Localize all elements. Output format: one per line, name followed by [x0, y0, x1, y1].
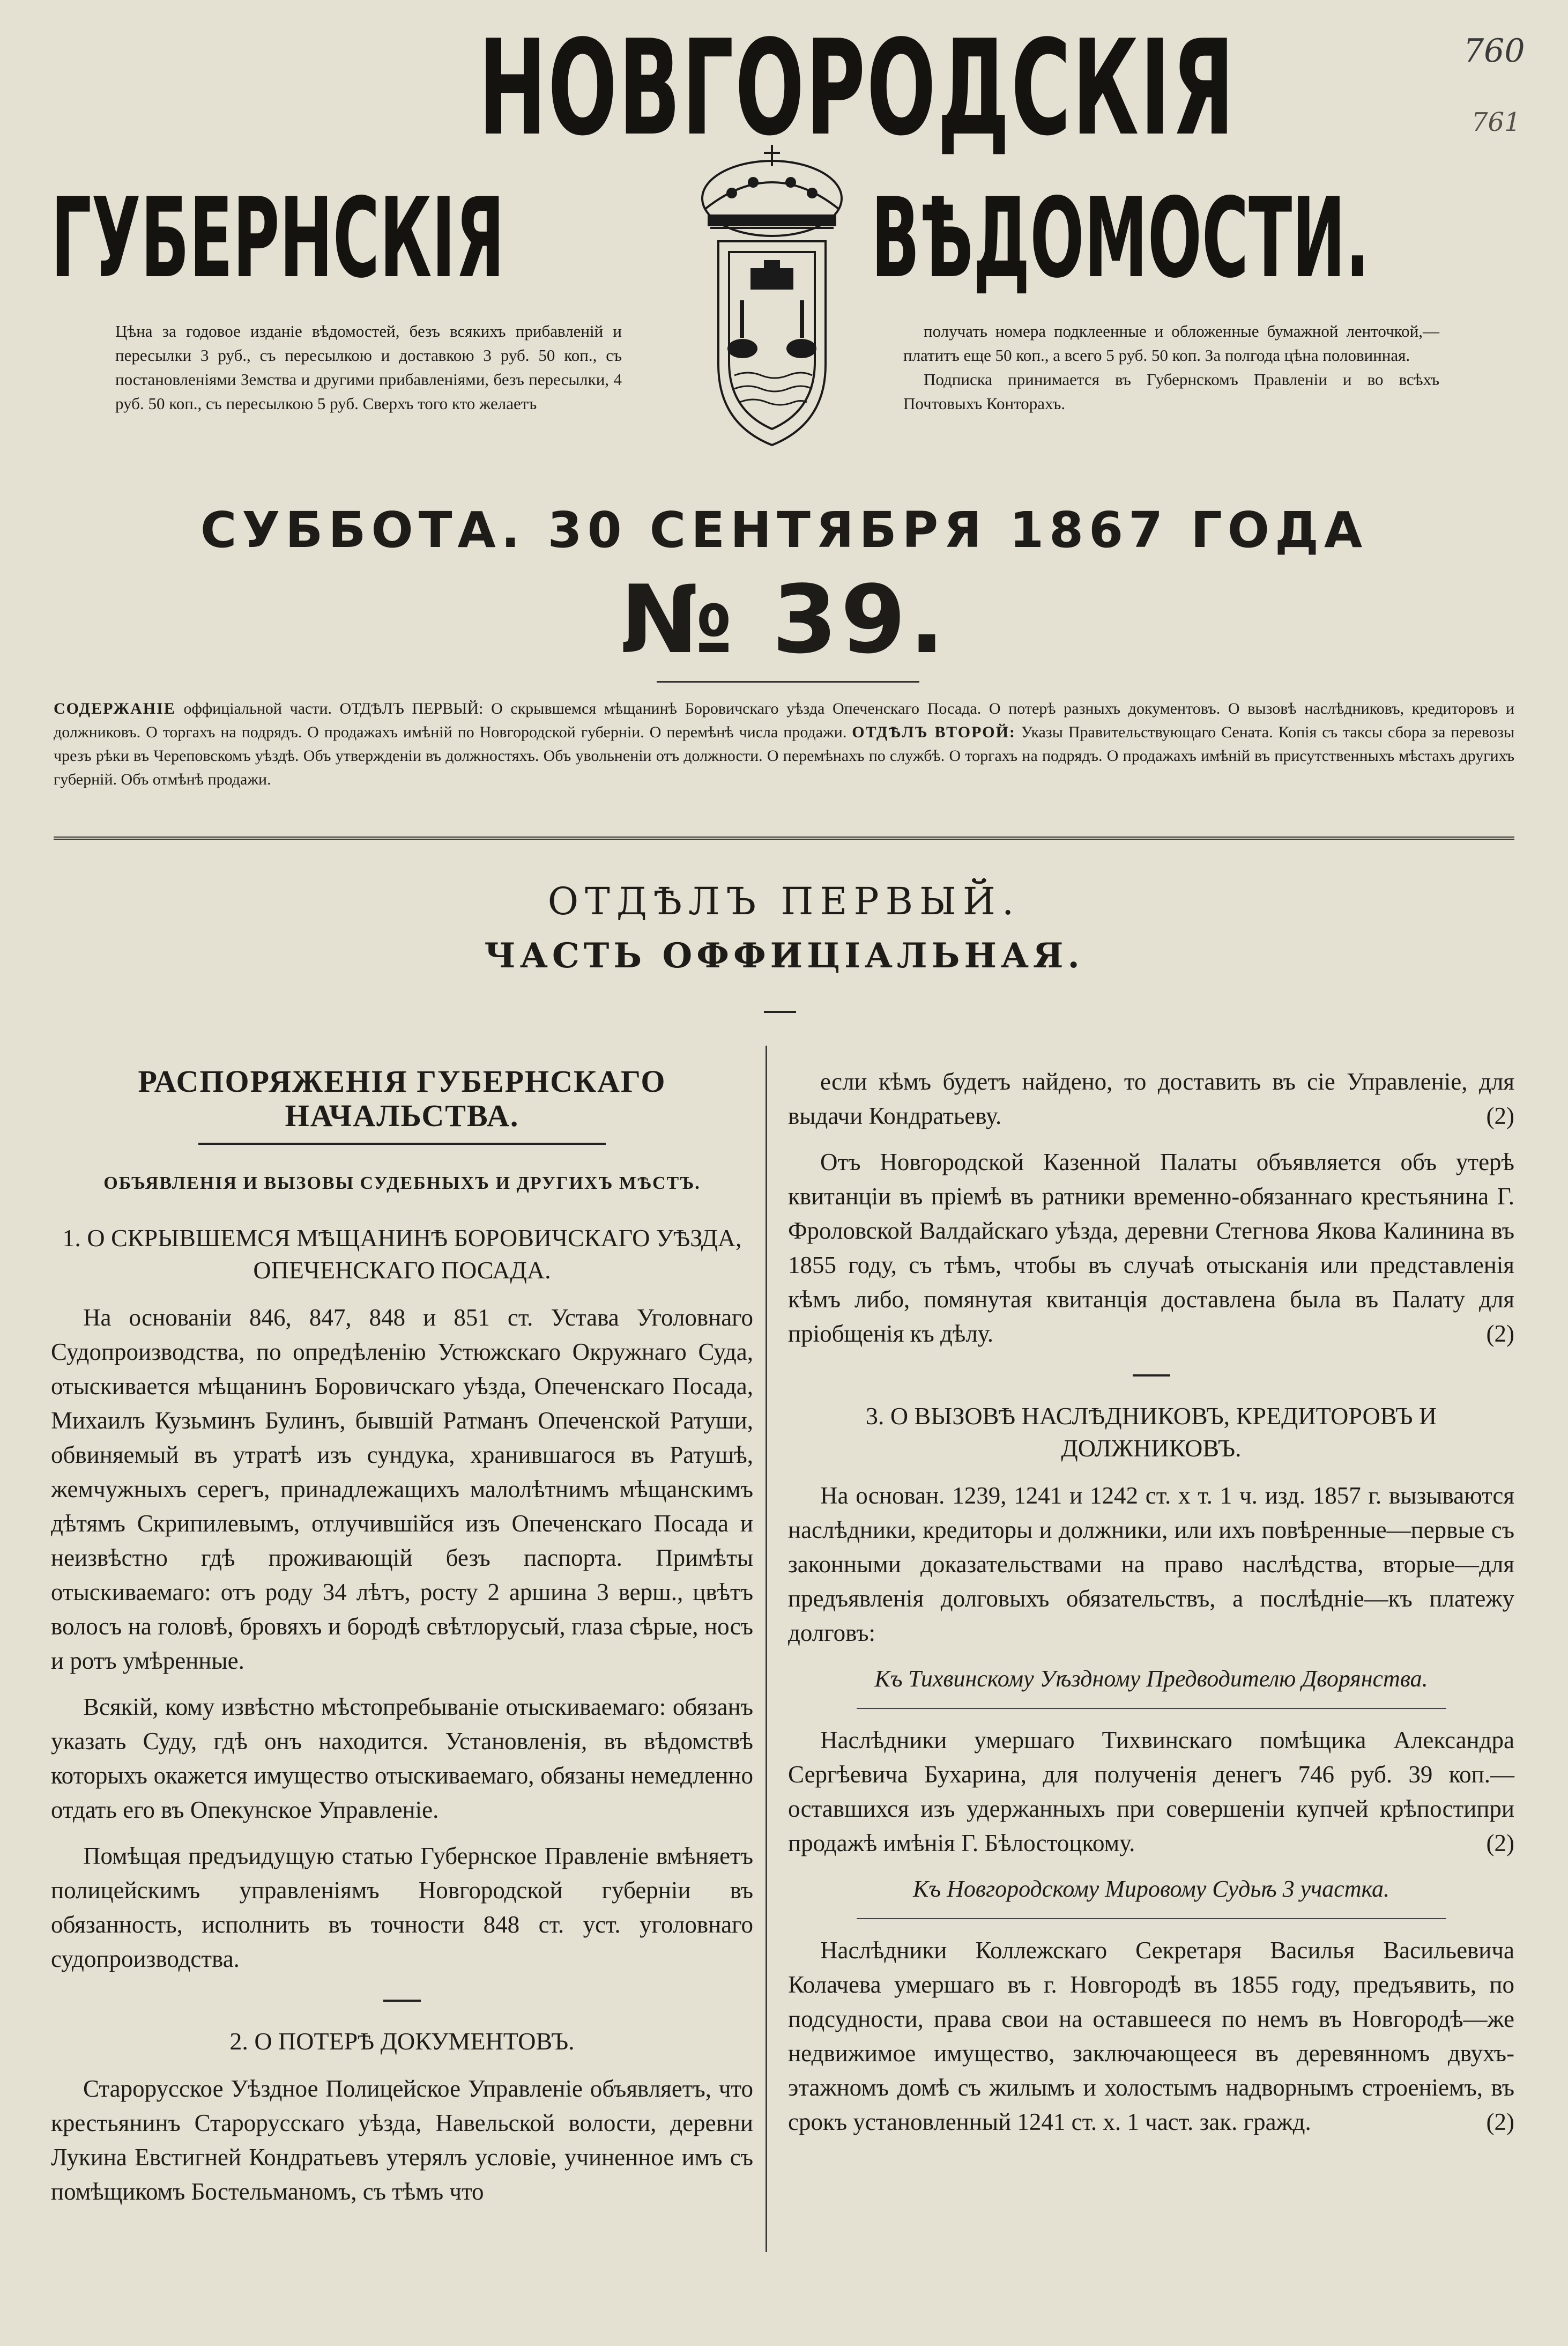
column-subheader: ОБЪЯВЛЕНІЯ И ВЫЗОВЫ СУДЕБНЫХЪ И ДРУГИХЪ МѢСТЪ.	[103, 1173, 701, 1193]
column-header: РАСПОРЯЖЕНІЯ ГУБЕРНСКАГО НАЧАЛЬСТВА.	[138, 1064, 666, 1133]
article-paragraph: Старорусское Уѣздное Полицейское Управленіе объявляетъ, что крестьянинъ Старорусскаго уѣзда, Навельской волости, деревни Лукина Евстигней Кондратьевъ утерялъ условіе, учиненное имъ съ помѣщикомъ Бостельманомъ, съ тѣмъ что	[51, 2075, 753, 2205]
masthead-right-word: ВѢДОМОСТИ.	[871, 175, 1370, 302]
handwritten-page-number: 760	[1463, 32, 1525, 70]
masthead-left-word: ГУБЕРНСКІЯ	[51, 175, 505, 302]
table-of-contents	[54, 697, 1514, 791]
divider	[54, 837, 1514, 840]
repeat-mark: (2)	[1486, 1102, 1514, 1129]
contents-label: СОДЕРЖАНІЕ	[54, 700, 176, 717]
divider	[657, 681, 919, 683]
column-divider	[766, 1046, 767, 2252]
article-title: 1. О СКРЫВШЕМСЯ МѢЩАНИНѢ БОРОВИЧСКАГО УѢЗДА, ОПЕЧЕНСКАГО ПОСАДА.	[62, 1224, 742, 1284]
issue-number: № 39.	[620, 566, 948, 675]
addressee-heading: Къ Новгородскому Мировому Судьѣ 3 участка.	[913, 1876, 1389, 1902]
masthead-title: НОВГОРОДСКІЯ	[478, 12, 1236, 165]
article-paragraph: Помѣщая предъидущую статью Губернское Правленіе вмѣняетъ полицейскимъ управленіямъ Новгородской губерніи въ обязанность, исполнить въ точности 848 ст. уст. уголовнаго судопроизводства.	[51, 1842, 753, 1972]
paragraph-text: Отъ Новгородской Казенной Палаты объявляется объ утерѣ квитанціи въ пріемѣ въ ратники временно-обязаннаго крестьянина Г. Фроловской Валдайскаго уѣзда, деревни Стегнова Якова Калинина въ 1855 году, съ тѣмъ, чтобы въ случаѣ отысканія или представленія кѣмъ либо, помянутая квитанція доставлена была въ Палату для пріобщенія къ дѣлу.	[788, 1149, 1514, 1347]
right-column	[788, 1064, 1514, 2151]
issue-date: СУББОТА. 30 СЕНТЯБРЯ 1867 ГОДА	[200, 501, 1368, 559]
contents-part-two-label: ОТДѢЛЪ ВТОРОЙ:	[852, 723, 1016, 741]
paragraph-text: Наслѣдники умершаго Тихвинскаго помѣщика Александра Сергѣевича Бухарина, для полученія денегъ 746 руб. 39 коп.—оставшихся изъ удержанныхъ при совершеніи купчей крѣпостипри продажѣ имѣнія Г. Бѣлостоцкому.	[788, 1727, 1514, 1856]
subscription-terms-left: Цѣна за годовое изданіе вѣдомостей, безъ всякихъ прибавленій и пересылки 3 руб., съ пересылкою и доставкою 3 руб. 50 коп., съ постановленіями Земства и другими прибавленіями, безъ пересылки, 4 руб. 50 коп., съ пересылкою 5 руб. Сверхъ того кто желаетъ	[115, 322, 622, 413]
contents-part-two: Указы Правительствующаго Сената. Копія съ таксы сбора за перевозы чрезъ рѣки въ Череповскомъ уѣздѣ. Объ утвержденіи въ должностяхъ. Объ увольненіи отъ должности. О перемѣнахъ по службѣ. О торгахъ на подрядъ. О продажахъ имѣній въ присутственныхъ мѣстахъ другихъ губерній. Объ отмѣнѣ продажи.	[54, 723, 1514, 788]
subscription-terms-right	[903, 319, 1439, 416]
coat-of-arms-icon	[667, 134, 876, 456]
article-paragraph	[788, 1933, 1514, 2139]
subscription-where-note: Подписка принимается въ Губернскомъ Правленіи и во всѣхъ Почтовыхъ Конторахъ.	[903, 370, 1439, 413]
repeat-mark: (2)	[1486, 1320, 1514, 1347]
section-subtitle: ЧАСТЬ ОФФИЦІАЛЬНАЯ.	[484, 936, 1084, 976]
paragraph-text: Наслѣдники Коллежскаго Секретаря Василья Васильевича Колачева умершаго въ г. Новгородѣ въ 1855 году, предъявить, по подсудности, права свои на оставшееся по немъ въ Новгородѣ—же недвижимое имущество, заключающееся въ деревянномъ двухъ-этажномъ домѣ съ жилымъ и холостымъ надворнымъ строеніемъ, въ срокъ установленный 1241 ст. х. 1 част. зак. гражд.	[788, 1937, 1514, 2135]
divider	[857, 1708, 1446, 1709]
printed-page-number: 761	[1472, 107, 1521, 137]
section-title: ОТДѢЛЪ ПЕРВЫЙ.	[547, 879, 1021, 923]
addressee-heading: Къ Тихвинскому Уѣздному Предводителю Дворянства.	[874, 1666, 1428, 1692]
article-paragraph: На основан. 1239, 1241 и 1242 ст. х т. 1 ч. изд. 1857 г. вызываются наслѣдники, кредиторы и должники, или ихъ повѣренные—первые съ законными доказательствами на право наслѣдства, вторые—для предъявленія долговыхъ обязательствъ, а послѣдніе—къ платежу долговъ:	[788, 1482, 1514, 1646]
repeat-mark: (2)	[1486, 2108, 1514, 2135]
divider	[198, 1143, 606, 1145]
divider	[764, 1011, 796, 1013]
article-paragraph: Всякій, кому извѣстно мѣстопребываніе отыскиваемаго: обязанъ указать Суду, гдѣ онъ находится. Установленія, въ вѣдомствѣ которыхъ окажется имущество отыскиваемаго, обязаны немедленно отдать его въ Опекунское Управленіе.	[51, 1693, 753, 1823]
divider	[857, 1918, 1446, 1919]
divider	[1133, 1374, 1170, 1376]
divider	[383, 2000, 421, 2002]
article-title: 2. О ПОТЕРѢ ДОКУМЕНТОВЪ.	[229, 2027, 575, 2055]
paragraph-text: если кѣмъ будетъ найдено, то доставить въ сіе Управленіе, для выдачи Кондратьеву.	[788, 1068, 1514, 1129]
article-paragraph	[788, 1145, 1514, 1351]
subscription-price-note: получать номера подклеенные и обложенные бумажной ленточкой,—платитъ еще 50 коп., а всего 5 руб. 50 коп. За полгода цѣна половинная.	[903, 322, 1439, 365]
repeat-mark: (2)	[1486, 1830, 1514, 1856]
article-paragraph	[788, 1723, 1514, 1860]
left-column	[51, 1064, 753, 2221]
article-paragraph	[788, 1064, 1514, 1133]
article-paragraph: На основаніи 846, 847, 848 и 851 ст. Устава Уголовнаго Судопроизводства, по опредѣленію Устюжскаго Окружнаго Суда, отыскивается мѣщанинъ Боровичскаго уѣзда, Опеченскаго Посада, Михаилъ Кузьминъ Булинъ, бывшій Ратманъ Опеченской Ратуши, обвиняемый въ утратѣ изъ сундука, хранившагося въ Ратушѣ, жемчужныхъ серегъ, принадлежащихъ малолѣтнимъ мѣщанскимъ дѣтямъ Скрипилевымъ, отлучившійся изъ Опеченскаго Посада и неизвѣстно гдѣ проживающій безъ паспорта. Примѣты отыскиваемаго: отъ роду 34 лѣтъ, росту 2 аршина 3 верш., цвѣтъ волосъ на головѣ, бровяхъ и бородѣ свѣтлорусый, глаза сѣрые, носъ и ротъ умѣренные.	[51, 1304, 753, 1674]
contents-part-one: оффиціальной части. ОТДѢЛЪ ПЕРВЫЙ: О скрывшемся мѣщанинѣ Боровичскаго уѣзда Опеченскаго Посада. О потерѣ разныхъ документовъ. О вызовѣ наслѣдниковъ, кредиторовъ и должниковъ. О торгахъ на подрядъ. О продажахъ имѣній по Новгородской губерніи. О перемѣнѣ числа продажи.	[54, 700, 1514, 741]
article-title: 3. О ВЫЗОВѢ НАСЛѢДНИКОВЪ, КРЕДИТОРОВЪ И ДОЛЖНИКОВЪ.	[865, 1402, 1437, 1462]
